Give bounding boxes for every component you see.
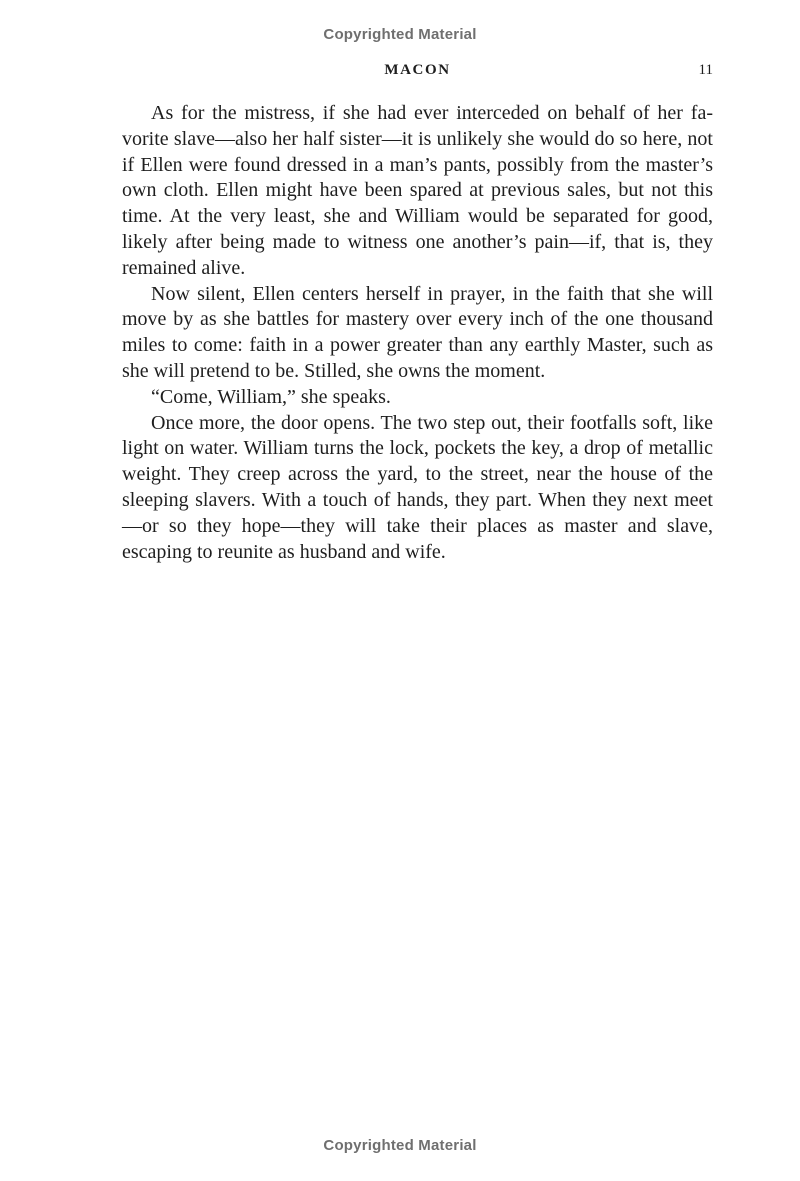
chapter-running-title: MACON	[384, 62, 451, 78]
running-head	[122, 62, 713, 84]
paragraph-prayer: Now silent, Ellen centers herself in prayer, in the faith that she will move by as she battles for mastery over every inch of the one thousand miles to come: faith in a power greater than any earthly Master, such as she will pretend to be. Stilled, she owns the moment.	[122, 282, 713, 382]
paragraph-dialogue: “Come, William,” she speaks.	[151, 385, 391, 408]
paragraph-mistress: As for the mistress, if she had ever interceded on behalf of her favorite slave—also her half sister—it is unlikely she would do so here, not if Ellen were found dressed in a man’s pants, possibly from the master’s own cloth. Ellen might have been spared at previous sales, but not this time. At the very least, she and William would be separated for good, likely after being made to witness one another’s pain—if, that is, they remained alive.	[122, 102, 713, 279]
body-text	[122, 101, 713, 565]
page-number: 11	[698, 62, 713, 78]
copyright-watermark-top: Copyrighted Material	[323, 26, 477, 43]
paragraph-escape: Once more, the door opens. The two step out, their footfalls soft, like light on water. William turns the lock, pockets the key, a drop of metallic weight. They creep across the yard, to the street, near the house of the sleeping slavers. With a touch of hands, they part. When they next meet—or so they hope—they will take their places as master and slave, escaping to reunite as husband and wife.	[122, 411, 713, 563]
copyright-watermark-bottom: Copyrighted Material	[323, 1137, 477, 1154]
